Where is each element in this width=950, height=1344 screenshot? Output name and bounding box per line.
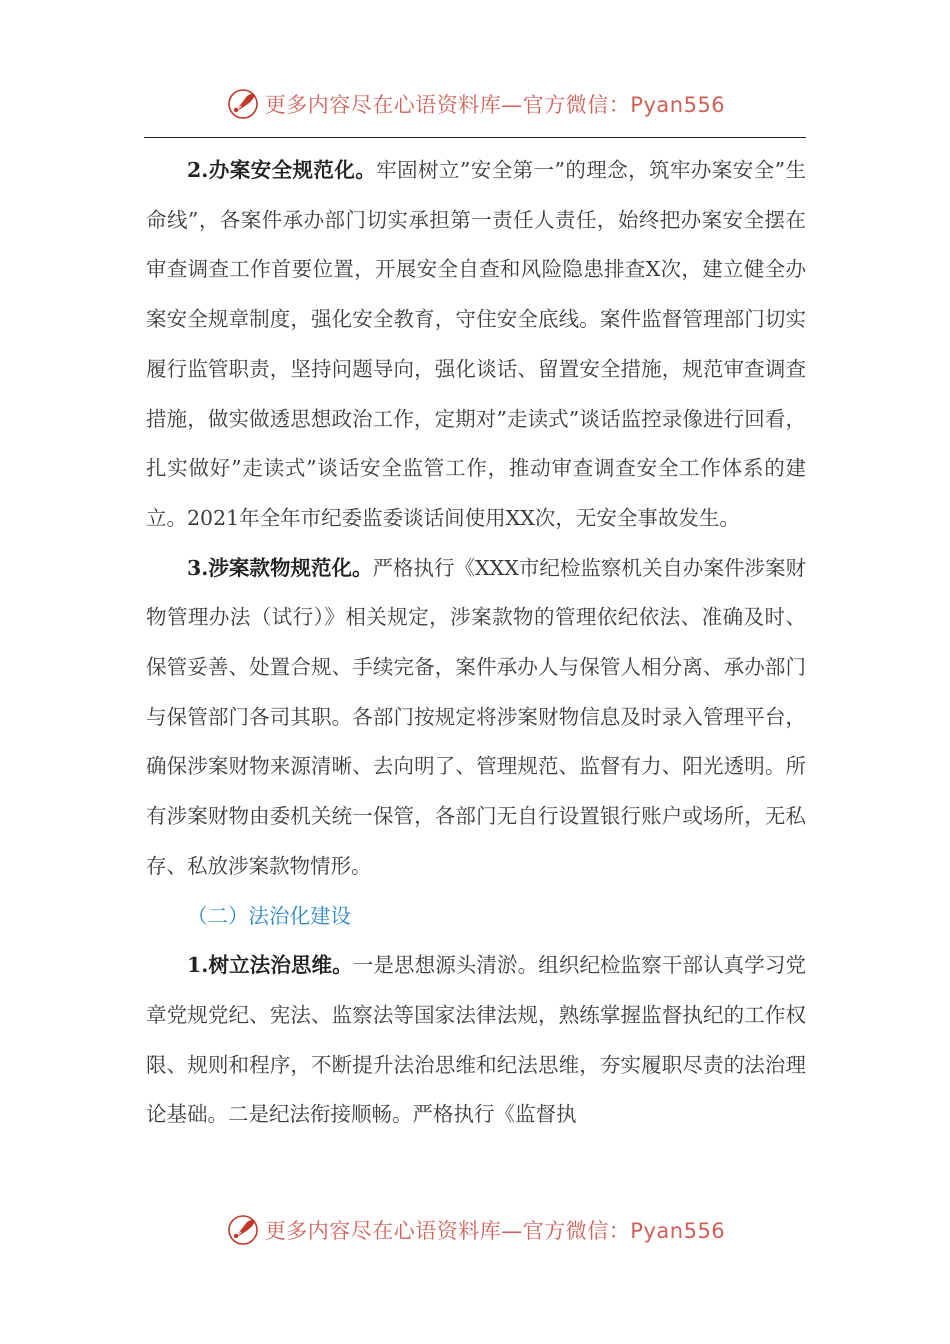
banner-text: 更多内容尽在心语资料库—官方微信：Pyan556 <box>264 1219 726 1243</box>
paragraph-text: 牢固树立”安全第一”的理念，筑牢办案安全”生命线”，各案件承办部门切实承担第一责任人责任，始终把办案安全摆在审查调查工作首要位置，开展安全自查和风险隐患排查X次，建立健全办案安全规章制度，强化安全教育，守住安全底线。案件监督管理部门切实履行监管职责，坚持问题导向，强化谈话、留置安全措施，规范审查调查措施，做实做透思想政治工作，定期对”走读式”谈话监控录像进行回看，扎实做好”走读式”谈话安全监管工作，推动审查调查安全工作体系的建立。2021年全年市纪委监委谈话间使用XX次，无安全事故发生。 <box>146 158 806 530</box>
paragraph-text: 严格执行《XXX市纪检监察机关自办案件涉案财物管理办法（试行）》相关规定，涉案款物的管理依纪依法、准确及时、保管妥善、处置合规、手续完备，案件承办人与保管人相分离、承办部门与保管部门各司其职。各部门按规定将涉案财物信息及时录入管理平台，确保涉案财物来源清晰、去向明了、管理规范、监督有力、阳光透明。所有涉案财物由委机关统一保管，各部门无自行设置银行账户或场所，无私存、私放涉案款物情形。 <box>146 555 806 878</box>
header-banner <box>0 82 950 126</box>
paragraph-case-safety <box>146 146 806 544</box>
quill-pen-icon <box>225 86 261 122</box>
paragraph-text: 一是思想源头清淤。组织纪检监察干部认真学习党章党规党纪、宪法、监察法等国家法律法规，熟练掌握监督执纪的工作权限、规则和程序，不断提升法治思维和纪法思维，夯实履职尽责的法治理论基础。二是纪法衔接顺畅。严格执行《监督执 <box>146 953 807 1127</box>
paragraph-lead: 2.办案安全规范化。 <box>187 158 377 182</box>
paragraph-case-property <box>146 544 806 892</box>
footer-banner <box>0 1208 950 1252</box>
banner-text: 更多内容尽在心语资料库—官方微信：Pyan556 <box>264 93 726 117</box>
document-body <box>146 146 806 1140</box>
paragraph-lead: 1.树立法治思维。 <box>187 953 353 978</box>
paragraph-lead: 3.涉案款物规范化。 <box>187 555 373 580</box>
paragraph-rule-of-law <box>146 941 806 1140</box>
section-heading: （二）法治化建设 <box>187 903 351 928</box>
quill-pen-icon <box>225 1212 261 1248</box>
header-rule <box>144 137 806 138</box>
